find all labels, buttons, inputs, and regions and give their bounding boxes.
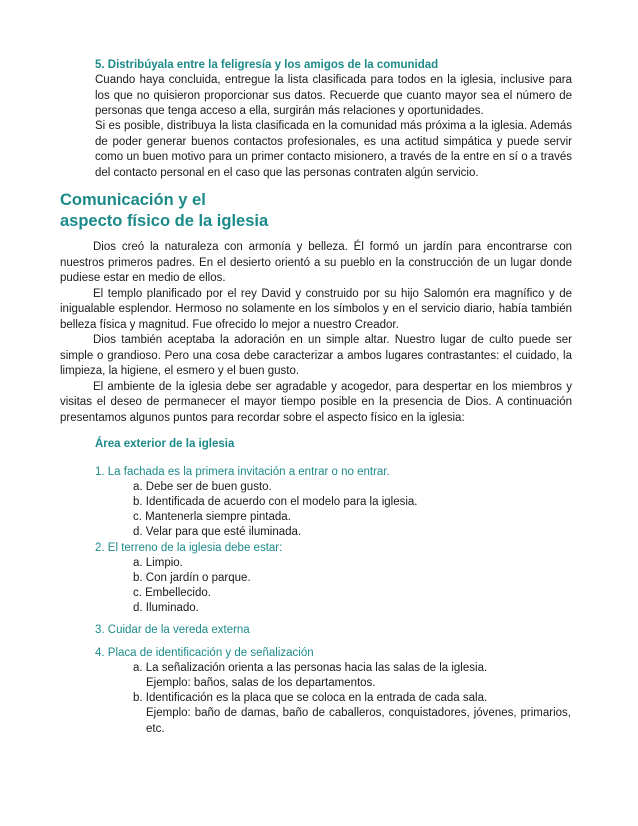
body-paragraph: Dios también aceptaba la adoración en un simple altar. Nuestro lugar de culto puede ser simple o grandioso. Pero una cosa debe caracterizar a ambos lugares contrastantes: el cuidado, la limpieza, la higiene, el esmero y el buen gusto. bbox=[60, 334, 572, 377]
example-text: Ejemplo: baño de damas, baño de caballeros, conquistadores, jóvenes, primarios, etc. bbox=[146, 707, 571, 735]
section-title-line-1: Comunicación y el bbox=[60, 191, 206, 209]
body-paragraph: El ambiente de la iglesia debe ser agradable y acogedor, para despertar en los miembros y visitas el deseo de permanecer el mayor tiempo posible en la presencia de Dios. A continuación presentamos algunos puntos para recordar sobre el aspecto físico en la iglesia: bbox=[60, 380, 572, 424]
body-paragraph: Dios creó la naturaleza con armonía y belleza. Él formó un jardín para encontrarse con nuestros primeros padres. En el desierto orientó a su pueblo en la construcción de un lugar donde pudiese estar en medio de ellos. bbox=[60, 241, 572, 284]
point-3-title: 3. Cuidar de la vereda externa bbox=[95, 624, 250, 636]
list-item: b. Con jardín o parque. bbox=[133, 572, 251, 584]
section-title-line-2: aspecto físico de la iglesia bbox=[60, 212, 269, 230]
list-item: b. Identificada de acuerdo con el modelo para la iglesia. bbox=[133, 496, 418, 508]
point-4-title: 4. Placa de identificación y de señalización bbox=[95, 647, 314, 659]
list-item: a. Limpio. bbox=[133, 557, 183, 569]
list-item: a. Debe ser de buen gusto. bbox=[133, 481, 272, 493]
step5-paragraph-1: Cuando haya concluida, entregue la lista clasificada para todos en la iglesia, inclusive para los que no quisieron proporcionar sus datos. Recuerde que cuanto mayor sea el número de personas que tenga acceso a ella, surgirán más relaciones y oportunidades. bbox=[95, 74, 572, 117]
list-item: d. Iluminado. bbox=[133, 602, 199, 614]
body-paragraph: El templo planificado por el rey David y construido por su hijo Salomón era magnífico y de inigualable esplendor. Hermoso no solamente en los símbolos y en el servicio diario, había también belleza física y magnitud. Fue ofrecido lo mejor a nuestro Creador. bbox=[60, 287, 572, 331]
exterior-heading: Área exterior de la iglesia bbox=[95, 438, 235, 450]
step5-paragraph-2: Si es posible, distribuya la lista clasificada en la comunidad más próxima a la iglesia. Además de poder generar buenos contactos profesionales, es una actitud simpática y puede servir como un buen motivo para un primer contacto misionero, a través de la entre en sí o a través del contacto personal en el caso que las personas contraten algún servicio. bbox=[95, 120, 572, 179]
list-item: d. Velar para que esté iluminada. bbox=[133, 526, 302, 538]
example-text: Ejemplo: baños, salas de los departamentos. bbox=[146, 677, 376, 689]
point-2-title: 2. El terreno de la iglesia debe estar: bbox=[95, 542, 283, 554]
list-item: a. La señalización orienta a las personas hacia las salas de la iglesia. bbox=[133, 662, 488, 674]
list-item: c. Mantenerla siempre pintada. bbox=[133, 511, 291, 523]
point-1-title: 1. La fachada es la primera invitación a entrar o no entrar. bbox=[95, 466, 390, 478]
step5-heading: 5. Distribúyala entre la feligresía y los amigos de la comunidad bbox=[95, 59, 439, 71]
list-item: b. Identificación es la placa que se coloca en la entrada de cada sala. bbox=[133, 692, 488, 704]
list-item: c. Embellecido. bbox=[133, 587, 211, 599]
section-body bbox=[60, 240, 572, 426]
